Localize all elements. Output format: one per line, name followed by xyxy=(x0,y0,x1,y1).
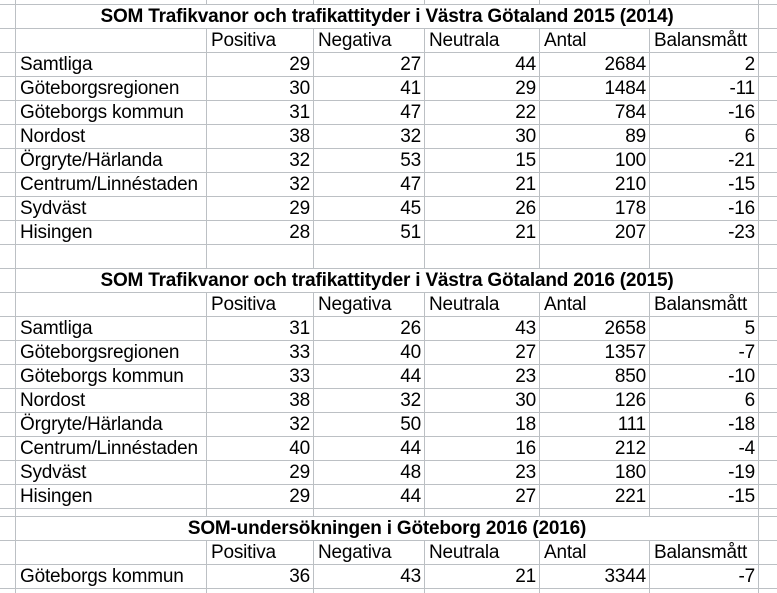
table-row xyxy=(0,341,777,365)
table-row xyxy=(0,365,777,389)
gutter-cell[interactable] xyxy=(0,389,16,413)
empty-cell[interactable] xyxy=(314,509,425,517)
table-row xyxy=(0,221,777,245)
gutter-cell[interactable] xyxy=(0,461,16,485)
table-row xyxy=(0,413,777,437)
negativa-cell[interactable]: 43 xyxy=(314,565,425,589)
overflow-cell[interactable] xyxy=(759,389,777,413)
row-label-cell[interactable]: Örgryte/Härlanda xyxy=(16,149,207,173)
overflow-cell[interactable] xyxy=(759,293,777,317)
negativa-cell[interactable]: 44 xyxy=(314,485,425,509)
table-row xyxy=(0,565,777,589)
row-label-cell[interactable]: Göteborgs kommun xyxy=(16,101,207,125)
overflow-cell[interactable] xyxy=(759,365,777,389)
empty-cell[interactable] xyxy=(425,245,540,269)
header-cell-negativa[interactable]: Negativa xyxy=(314,29,425,53)
antal-cell[interactable]: 221 xyxy=(540,485,650,509)
header-cell-neutrala[interactable]: Neutrala xyxy=(425,541,540,565)
neutrala-cell[interactable]: 30 xyxy=(425,125,540,149)
positiva-cell[interactable]: 30 xyxy=(207,77,314,101)
row-label-cell[interactable]: Göteborgs kommun xyxy=(16,365,207,389)
table-row xyxy=(0,101,777,125)
positiva-cell[interactable]: 29 xyxy=(207,485,314,509)
antal-cell[interactable]: 2658 xyxy=(540,317,650,341)
negativa-cell[interactable]: 32 xyxy=(314,125,425,149)
empty-cell[interactable] xyxy=(0,245,16,269)
positiva-cell[interactable]: 33 xyxy=(207,365,314,389)
header-cell-balansmatt[interactable]: Balansmått xyxy=(650,293,759,317)
header-cell-positiva[interactable]: Positiva xyxy=(207,293,314,317)
antal-cell[interactable]: 111 xyxy=(540,413,650,437)
negativa-cell[interactable]: 26 xyxy=(314,317,425,341)
overflow-cell[interactable] xyxy=(759,149,777,173)
empty-cell[interactable] xyxy=(0,589,16,593)
antal-cell[interactable]: 1484 xyxy=(540,77,650,101)
positiva-cell[interactable]: 29 xyxy=(207,197,314,221)
row-label-cell[interactable]: Göteborgsregionen xyxy=(16,77,207,101)
balansmatt-cell[interactable]: -15 xyxy=(650,173,759,197)
empty-cell[interactable] xyxy=(16,509,207,517)
negativa-cell[interactable]: 32 xyxy=(314,389,425,413)
spacer-row xyxy=(0,509,777,517)
row-label-header-cell[interactable] xyxy=(16,29,207,53)
negativa-cell[interactable]: 48 xyxy=(314,461,425,485)
positiva-cell[interactable]: 38 xyxy=(207,389,314,413)
overflow-cell[interactable] xyxy=(759,173,777,197)
neutrala-cell[interactable]: 30 xyxy=(425,389,540,413)
table-row xyxy=(0,461,777,485)
partial-row-bottom xyxy=(0,589,777,593)
overflow-cell[interactable] xyxy=(759,197,777,221)
balansmatt-cell[interactable]: 2 xyxy=(650,53,759,77)
negativa-cell[interactable]: 53 xyxy=(314,149,425,173)
header-cell-neutrala[interactable]: Neutrala xyxy=(425,293,540,317)
table-row xyxy=(0,173,777,197)
positiva-cell[interactable]: 40 xyxy=(207,437,314,461)
balansmatt-cell[interactable]: -10 xyxy=(650,365,759,389)
table-row xyxy=(0,389,777,413)
balansmatt-cell[interactable]: -7 xyxy=(650,341,759,365)
header-cell-negativa[interactable]: Negativa xyxy=(314,541,425,565)
table-title-row xyxy=(0,5,777,29)
neutrala-cell[interactable]: 21 xyxy=(425,565,540,589)
overflow-cell[interactable] xyxy=(759,541,777,565)
neutrala-cell[interactable]: 18 xyxy=(425,413,540,437)
antal-cell[interactable]: 212 xyxy=(540,437,650,461)
gutter-cell[interactable] xyxy=(0,101,16,125)
row-label-cell[interactable]: Örgryte/Härlanda xyxy=(16,413,207,437)
empty-cell[interactable] xyxy=(650,245,759,269)
empty-cell[interactable] xyxy=(314,245,425,269)
overflow-cell[interactable] xyxy=(759,485,777,509)
antal-cell[interactable]: 180 xyxy=(540,461,650,485)
row-label-cell[interactable]: Hisingen xyxy=(16,485,207,509)
table-title[interactable]: SOM Trafikvanor och trafikattityder i Västra Götaland 2016 (2015) xyxy=(16,269,759,293)
positiva-cell[interactable]: 33 xyxy=(207,341,314,365)
balansmatt-cell[interactable]: -15 xyxy=(650,485,759,509)
row-label-cell[interactable]: Göteborgsregionen xyxy=(16,341,207,365)
overflow-cell[interactable] xyxy=(759,341,777,365)
neutrala-cell[interactable]: 21 xyxy=(425,173,540,197)
neutrala-cell[interactable]: 29 xyxy=(425,77,540,101)
empty-cell[interactable] xyxy=(16,245,207,269)
row-label-header-cell[interactable] xyxy=(16,541,207,565)
overflow-cell[interactable] xyxy=(759,77,777,101)
column-header-row xyxy=(0,29,777,53)
balansmatt-cell[interactable]: -21 xyxy=(650,149,759,173)
gutter-cell[interactable] xyxy=(0,269,16,293)
overflow-cell[interactable] xyxy=(759,565,777,589)
empty-cell[interactable] xyxy=(314,589,425,593)
empty-cell[interactable] xyxy=(0,509,16,517)
negativa-cell[interactable]: 44 xyxy=(314,437,425,461)
balansmatt-cell[interactable]: -16 xyxy=(650,197,759,221)
antal-cell[interactable]: 126 xyxy=(540,389,650,413)
neutrala-cell[interactable]: 26 xyxy=(425,197,540,221)
gutter-cell[interactable] xyxy=(0,125,16,149)
table-row xyxy=(0,437,777,461)
table-row xyxy=(0,149,777,173)
neutrala-cell[interactable]: 27 xyxy=(425,485,540,509)
empty-cell[interactable] xyxy=(759,245,777,269)
empty-cell[interactable] xyxy=(759,509,777,517)
row-label-cell[interactable]: Centrum/Linnéstaden xyxy=(16,437,207,461)
gutter-cell[interactable] xyxy=(0,485,16,509)
neutrala-cell[interactable]: 44 xyxy=(425,53,540,77)
overflow-cell[interactable] xyxy=(759,53,777,77)
negativa-cell[interactable]: 47 xyxy=(314,173,425,197)
gutter-cell[interactable] xyxy=(0,77,16,101)
gutter-cell[interactable] xyxy=(0,365,16,389)
balansmatt-cell[interactable]: -19 xyxy=(650,461,759,485)
header-cell-positiva[interactable]: Positiva xyxy=(207,541,314,565)
overflow-cell[interactable] xyxy=(759,317,777,341)
antal-cell[interactable]: 178 xyxy=(540,197,650,221)
positiva-cell[interactable]: 32 xyxy=(207,149,314,173)
antal-cell[interactable]: 3344 xyxy=(540,565,650,589)
negativa-cell[interactable]: 47 xyxy=(314,101,425,125)
overflow-cell[interactable] xyxy=(759,413,777,437)
empty-cell[interactable] xyxy=(16,589,207,593)
balansmatt-cell[interactable]: -16 xyxy=(650,101,759,125)
table-row xyxy=(0,317,777,341)
table-row xyxy=(0,77,777,101)
row-label-cell[interactable]: Samtliga xyxy=(16,53,207,77)
table-title[interactable]: SOM-undersökningen i Göteborg 2016 (2016) xyxy=(16,517,759,541)
negativa-cell[interactable]: 27 xyxy=(314,53,425,77)
header-cell-antal[interactable]: Antal xyxy=(540,541,650,565)
table-title[interactable]: SOM Trafikvanor och trafikattityder i Västra Götaland 2015 (2014) xyxy=(16,5,759,29)
negativa-cell[interactable]: 40 xyxy=(314,341,425,365)
balansmatt-cell[interactable]: 6 xyxy=(650,125,759,149)
gutter-cell[interactable] xyxy=(0,53,16,77)
row-label-cell[interactable]: Hisingen xyxy=(16,221,207,245)
neutrala-cell[interactable]: 43 xyxy=(425,317,540,341)
neutrala-cell[interactable]: 22 xyxy=(425,101,540,125)
empty-cell[interactable] xyxy=(650,509,759,517)
balansmatt-cell[interactable]: -4 xyxy=(650,437,759,461)
header-cell-negativa[interactable]: Negativa xyxy=(314,293,425,317)
gutter-cell[interactable] xyxy=(0,413,16,437)
empty-cell[interactable] xyxy=(425,589,540,593)
neutrala-cell[interactable]: 23 xyxy=(425,365,540,389)
antal-cell[interactable]: 207 xyxy=(540,221,650,245)
balansmatt-cell[interactable]: 6 xyxy=(650,389,759,413)
row-label-cell[interactable]: Centrum/Linnéstaden xyxy=(16,173,207,197)
gutter-cell[interactable] xyxy=(0,293,16,317)
row-label-cell[interactable]: Göteborgs kommun xyxy=(16,565,207,589)
antal-cell[interactable]: 89 xyxy=(540,125,650,149)
empty-cell[interactable] xyxy=(650,589,759,593)
positiva-cell[interactable]: 32 xyxy=(207,173,314,197)
negativa-cell[interactable]: 51 xyxy=(314,221,425,245)
overflow-cell[interactable] xyxy=(759,29,777,53)
antal-cell[interactable]: 1357 xyxy=(540,341,650,365)
balansmatt-cell[interactable]: -11 xyxy=(650,77,759,101)
column-header-row xyxy=(0,293,777,317)
gutter-cell[interactable] xyxy=(0,5,16,29)
empty-cell[interactable] xyxy=(540,509,650,517)
column-header-row xyxy=(0,541,777,565)
empty-cell[interactable] xyxy=(759,589,777,593)
gutter-cell[interactable] xyxy=(0,197,16,221)
header-cell-balansmatt[interactable]: Balansmått xyxy=(650,541,759,565)
negativa-cell[interactable]: 50 xyxy=(314,413,425,437)
balansmatt-cell[interactable]: -23 xyxy=(650,221,759,245)
gutter-cell[interactable] xyxy=(0,221,16,245)
row-label-cell[interactable]: Nordost xyxy=(16,125,207,149)
row-label-cell[interactable]: Sydväst xyxy=(16,461,207,485)
overflow-cell[interactable] xyxy=(759,5,777,29)
empty-cell[interactable] xyxy=(540,245,650,269)
empty-cell[interactable] xyxy=(425,509,540,517)
positiva-cell[interactable]: 31 xyxy=(207,101,314,125)
header-cell-balansmatt[interactable]: Balansmått xyxy=(650,29,759,53)
table-row xyxy=(0,485,777,509)
table-row xyxy=(0,197,777,221)
row-label-cell[interactable]: Samtliga xyxy=(16,317,207,341)
gutter-cell[interactable] xyxy=(0,517,16,541)
positiva-cell[interactable]: 32 xyxy=(207,413,314,437)
header-cell-neutrala[interactable]: Neutrala xyxy=(425,29,540,53)
negativa-cell[interactable]: 45 xyxy=(314,197,425,221)
negativa-cell[interactable]: 41 xyxy=(314,77,425,101)
empty-cell[interactable] xyxy=(540,589,650,593)
row-label-cell[interactable]: Sydväst xyxy=(16,197,207,221)
row-label-cell[interactable]: Nordost xyxy=(16,389,207,413)
table-title-row xyxy=(0,517,777,541)
neutrala-cell[interactable]: 27 xyxy=(425,341,540,365)
empty-cell[interactable] xyxy=(207,509,314,517)
overflow-cell[interactable] xyxy=(759,461,777,485)
gutter-cell[interactable] xyxy=(0,173,16,197)
gutter-cell[interactable] xyxy=(0,565,16,589)
antal-cell[interactable]: 210 xyxy=(540,173,650,197)
header-cell-antal[interactable]: Antal xyxy=(540,29,650,53)
antal-cell[interactable]: 784 xyxy=(540,101,650,125)
gutter-cell[interactable] xyxy=(0,317,16,341)
table-body xyxy=(0,53,777,245)
positiva-cell[interactable]: 29 xyxy=(207,461,314,485)
empty-cell[interactable] xyxy=(207,245,314,269)
gutter-cell[interactable] xyxy=(0,437,16,461)
neutrala-cell[interactable]: 16 xyxy=(425,437,540,461)
gutter-cell[interactable] xyxy=(0,149,16,173)
positiva-cell[interactable]: 31 xyxy=(207,317,314,341)
overflow-cell[interactable] xyxy=(759,101,777,125)
balansmatt-cell[interactable]: -7 xyxy=(650,565,759,589)
table-row xyxy=(0,53,777,77)
table-body xyxy=(0,317,777,509)
table-row xyxy=(0,125,777,149)
positiva-cell[interactable]: 28 xyxy=(207,221,314,245)
neutrala-cell[interactable]: 23 xyxy=(425,461,540,485)
neutrala-cell[interactable]: 15 xyxy=(425,149,540,173)
table-body xyxy=(0,565,777,589)
overflow-cell[interactable] xyxy=(759,221,777,245)
table-title-row xyxy=(0,269,777,293)
overflow-cell[interactable] xyxy=(759,437,777,461)
overflow-cell[interactable] xyxy=(759,125,777,149)
balansmatt-cell[interactable]: 5 xyxy=(650,317,759,341)
positiva-cell[interactable]: 36 xyxy=(207,565,314,589)
antal-cell[interactable]: 100 xyxy=(540,149,650,173)
empty-cell[interactable] xyxy=(207,589,314,593)
row-label-header-cell[interactable] xyxy=(16,293,207,317)
spacer-row xyxy=(0,245,777,269)
header-cell-antal[interactable]: Antal xyxy=(540,293,650,317)
negativa-cell[interactable]: 44 xyxy=(314,365,425,389)
gutter-cell[interactable] xyxy=(0,341,16,365)
positiva-cell[interactable]: 38 xyxy=(207,125,314,149)
overflow-cell[interactable] xyxy=(759,269,777,293)
antal-cell[interactable]: 850 xyxy=(540,365,650,389)
antal-cell[interactable]: 2684 xyxy=(540,53,650,77)
positiva-cell[interactable]: 29 xyxy=(207,53,314,77)
balansmatt-cell[interactable]: -18 xyxy=(650,413,759,437)
gutter-cell[interactable] xyxy=(0,541,16,565)
header-cell-positiva[interactable]: Positiva xyxy=(207,29,314,53)
gutter-cell[interactable] xyxy=(0,29,16,53)
neutrala-cell[interactable]: 21 xyxy=(425,221,540,245)
overflow-cell[interactable] xyxy=(759,517,777,541)
